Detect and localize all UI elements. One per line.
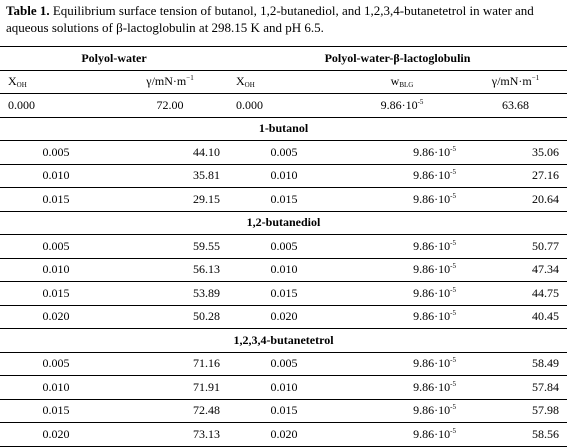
- cell-gamma-right: 20.64: [464, 188, 567, 212]
- cell-w-blg: $9.86\cdot 10^{-5}$: [340, 235, 464, 259]
- group-header-row: [0, 47, 567, 71]
- table-row: [0, 423, 567, 447]
- cell-w-blg: $9.86\cdot 10^{-5}$: [340, 258, 464, 282]
- table-row: [0, 305, 567, 329]
- cell-w-blg: $9.86\cdot 10^{-5}$: [340, 164, 464, 188]
- col-header-x-oh-right: $X_{OH}$: [228, 70, 340, 94]
- cell-gamma-left: 72.48: [112, 399, 228, 423]
- cell-gamma-left: 44.10: [112, 141, 228, 165]
- ref-x-oh-right: 0.000: [228, 94, 340, 118]
- cell-x-oh-right: 0.015: [228, 399, 340, 423]
- cell-gamma-left: 56.13: [112, 258, 228, 282]
- ref-w-blg: $9.86\cdot 10^{-5}$: [340, 94, 464, 118]
- cell-gamma-right: 47.34: [464, 258, 567, 282]
- cell-x-oh-left: 0.020: [0, 305, 112, 329]
- cell-x-oh-right: 0.020: [228, 305, 340, 329]
- cell-x-oh-left: 0.010: [0, 258, 112, 282]
- table-row: [0, 352, 567, 376]
- cell-gamma-left: 73.13: [112, 423, 228, 447]
- cell-gamma-right: 58.49: [464, 352, 567, 376]
- cell-x-oh-right: 0.005: [228, 235, 340, 259]
- cell-w-blg: $9.86\cdot 10^{-5}$: [340, 352, 464, 376]
- table-row: [0, 141, 567, 165]
- cell-x-oh-left: 0.010: [0, 376, 112, 400]
- cell-w-blg: $9.86\cdot 10^{-5}$: [340, 305, 464, 329]
- caption-label: Table 1.: [6, 3, 50, 18]
- reference-row: [0, 94, 567, 118]
- cell-gamma-right: 27.16: [464, 164, 567, 188]
- table-row: [0, 282, 567, 306]
- table-row: [0, 164, 567, 188]
- cell-w-blg: $9.86\cdot 10^{-5}$: [340, 399, 464, 423]
- cell-x-oh-left: 0.015: [0, 399, 112, 423]
- cell-gamma-right: 44.75: [464, 282, 567, 306]
- table-row: [0, 376, 567, 400]
- section-header-row: [0, 211, 567, 235]
- cell-x-oh-right: 0.010: [228, 164, 340, 188]
- cell-gamma-left: 71.91: [112, 376, 228, 400]
- cell-x-oh-left: 0.005: [0, 235, 112, 259]
- cell-x-oh-left: 0.020: [0, 423, 112, 447]
- table-caption: [6, 2, 562, 36]
- table-row: [0, 235, 567, 259]
- cell-gamma-right: 40.45: [464, 305, 567, 329]
- cell-w-blg: $9.86\cdot 10^{-5}$: [340, 282, 464, 306]
- cell-gamma-right: 57.98: [464, 399, 567, 423]
- cell-w-blg: $9.86\cdot 10^{-5}$: [340, 188, 464, 212]
- cell-gamma-left: 59.55: [112, 235, 228, 259]
- cell-gamma-left: 71.16: [112, 352, 228, 376]
- cell-x-oh-right: 0.015: [228, 282, 340, 306]
- caption-text: Equilibrium surface tension of butanol, 1,2-butanediol, and 1,2,3,4-butanetetrol in water and aqueous solutions of β-lactoglobulin at 298.15 K and pH 6.5.: [6, 3, 534, 35]
- col-header-w-blg: $w_{BLG}$: [340, 70, 464, 94]
- cell-x-oh-left: 0.010: [0, 164, 112, 188]
- cell-x-oh-right: 0.005: [228, 141, 340, 165]
- cell-w-blg: $9.86\cdot 10^{-5}$: [340, 141, 464, 165]
- col-header-gamma-right: $\gamma/mN\cdot m^{-1}$: [464, 70, 567, 94]
- section-title: 1,2,3,4-butanetetrol: [0, 329, 567, 353]
- cell-x-oh-left: 0.015: [0, 188, 112, 212]
- cell-x-oh-right: 0.020: [228, 423, 340, 447]
- cell-x-oh-left: 0.015: [0, 282, 112, 306]
- cell-gamma-right: 58.56: [464, 423, 567, 447]
- cell-w-blg: $9.86\cdot 10^{-5}$: [340, 423, 464, 447]
- cell-x-oh-left: 0.005: [0, 352, 112, 376]
- cell-x-oh-right: 0.010: [228, 376, 340, 400]
- cell-gamma-right: 57.84: [464, 376, 567, 400]
- cell-gamma-left: 29.15: [112, 188, 228, 212]
- group-header-polyol-water: Polyol-water: [0, 47, 228, 71]
- column-header-row: [0, 70, 567, 94]
- col-header-gamma-left: $\gamma/mN\cdot m^{-1}$: [112, 70, 228, 94]
- table-row: [0, 258, 567, 282]
- section-title: 1,2-butanediol: [0, 211, 567, 235]
- cell-gamma-left: 53.89: [112, 282, 228, 306]
- cell-gamma-left: 50.28: [112, 305, 228, 329]
- ref-x-oh-left: 0.000: [0, 94, 112, 118]
- section-header-row: [0, 117, 567, 141]
- cell-x-oh-right: 0.005: [228, 352, 340, 376]
- cell-gamma-left: 35.81: [112, 164, 228, 188]
- cell-gamma-right: 50.77: [464, 235, 567, 259]
- col-header-x-oh-left: $X_{OH}$: [0, 70, 112, 94]
- section-title: 1-butanol: [0, 117, 567, 141]
- section-header-row: [0, 329, 567, 353]
- group-header-polyol-water-blg: Polyol-water-β-lactoglobulin: [228, 47, 567, 71]
- table-row: [0, 399, 567, 423]
- cell-w-blg: $9.86\cdot 10^{-5}$: [340, 376, 464, 400]
- cell-x-oh-right: 0.010: [228, 258, 340, 282]
- cell-x-oh-left: 0.005: [0, 141, 112, 165]
- data-table: [0, 46, 567, 447]
- cell-x-oh-right: 0.015: [228, 188, 340, 212]
- ref-gamma-left: 72.00: [112, 94, 228, 118]
- cell-gamma-right: 35.06: [464, 141, 567, 165]
- table-row: [0, 188, 567, 212]
- ref-gamma-right: 63.68: [464, 94, 567, 118]
